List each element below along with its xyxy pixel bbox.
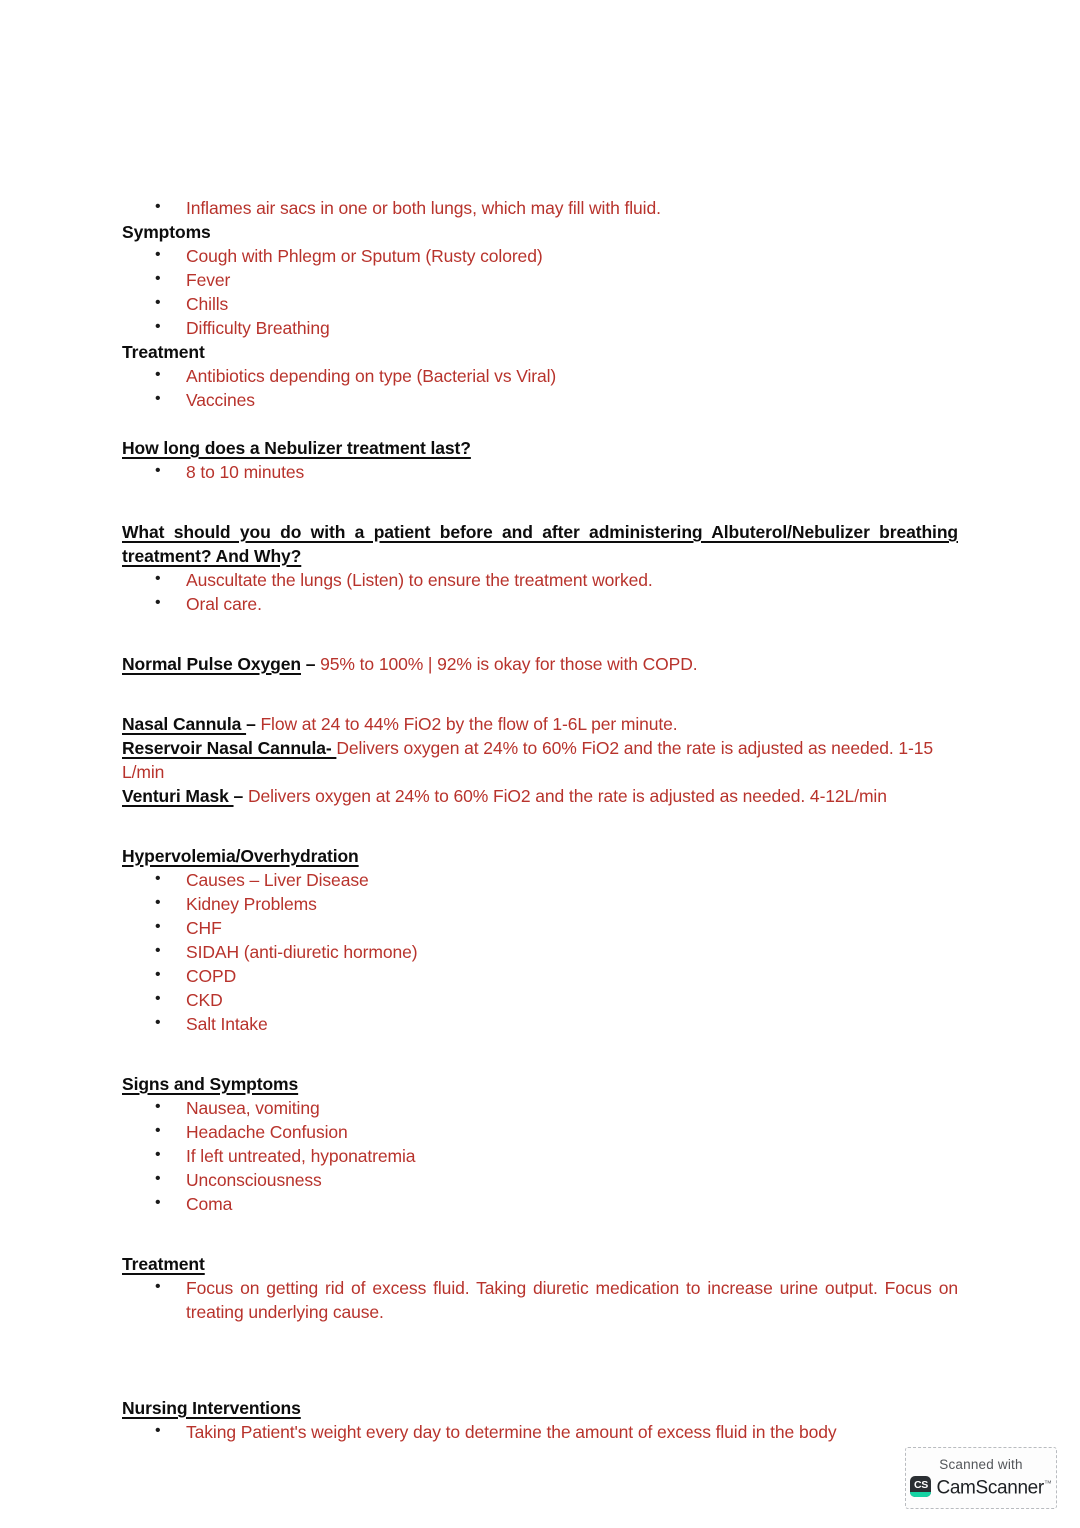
definition-dash: –	[301, 654, 321, 674]
camscanner-logo-icon	[910, 1476, 931, 1497]
spacer	[122, 1372, 958, 1396]
heading-treatment-hypervolemia: Treatment	[122, 1254, 205, 1274]
definition-value: Delivers oxygen at 24% to 60% FiO2 and the rate is adjusted as needed. 1-15 L/min	[122, 738, 934, 782]
spacer	[122, 484, 958, 520]
spacer	[122, 676, 958, 712]
definition-term: Reservoir Nasal Cannula-	[122, 738, 337, 758]
definition-venturi-mask	[122, 784, 958, 808]
list-item: • Oral care.	[122, 592, 958, 616]
nursing-interventions-list	[122, 1420, 958, 1444]
list-item: • Inflames air sacs in one or both lungs, which may fill with fluid.	[122, 196, 958, 220]
spacer	[122, 1216, 958, 1252]
list-item: • Nausea, vomiting	[122, 1096, 958, 1120]
definition-dash: –	[246, 714, 261, 734]
list-item: • COPD	[122, 964, 958, 988]
list-item: • Focus on getting rid of excess fluid. Taking diuretic medication to increase urine output. Focus on treating underlying cause.	[122, 1276, 958, 1324]
symptoms-list	[122, 244, 958, 340]
list-item: • Headache Confusion	[122, 1120, 958, 1144]
spacer	[122, 1324, 958, 1372]
definition-reservoir-nasal-cannula	[122, 736, 958, 784]
spacer	[122, 616, 958, 652]
spacer	[122, 412, 958, 436]
list-item: • 8 to 10 minutes	[122, 460, 958, 484]
heading-treatment-pneumonia: Treatment	[122, 342, 205, 362]
signs-and-symptoms-list	[122, 1096, 958, 1216]
list-item: • Causes – Liver Disease	[122, 868, 958, 892]
list-item: • If left untreated, hyponatremia	[122, 1144, 958, 1168]
definition-value: Flow at 24 to 44% FiO2 by the flow of 1-6L per minute.	[260, 714, 678, 734]
treatment-hypervolemia-list	[122, 1276, 958, 1324]
definition-normal-pulse-oxygen	[122, 652, 958, 676]
heading-hypervolemia: Hypervolemia/Overhydration	[122, 846, 359, 866]
definition-nasal-cannula	[122, 712, 958, 736]
list-item: • Cough with Phlegm or Sputum (Rusty colored)	[122, 244, 958, 268]
list-item: • Coma	[122, 1192, 958, 1216]
brand-text: CamScanner	[936, 1477, 1044, 1499]
list-item: • Salt Intake	[122, 1012, 958, 1036]
list-item: • Difficulty Breathing	[122, 316, 958, 340]
heading-signs-and-symptoms: Signs and Symptoms	[122, 1074, 299, 1094]
list-item: • Vaccines	[122, 388, 958, 412]
trademark-symbol: ™	[1043, 1479, 1052, 1489]
definition-dash: –	[233, 786, 248, 806]
heading-nursing-interventions: Nursing Interventions	[122, 1398, 301, 1418]
camscanner-watermark	[905, 1447, 1057, 1509]
list-item: • Taking Patient's weight every day to determine the amount of excess fluid in the body	[122, 1420, 958, 1444]
list-item: • CKD	[122, 988, 958, 1012]
logo-accent-bar	[910, 1492, 931, 1497]
spacer	[122, 808, 958, 844]
document-body	[122, 196, 958, 1444]
nebulizer-duration-list	[122, 460, 958, 484]
watermark-brand-row	[910, 1474, 1051, 1498]
list-item: • Antibiotics depending on type (Bacterial vs Viral)	[122, 364, 958, 388]
albuterol-nebulizer-list	[122, 568, 958, 616]
list-item: • CHF	[122, 916, 958, 940]
treatment-pneumonia-list	[122, 364, 958, 412]
list-item: • Fever	[122, 268, 958, 292]
list-item: • Unconsciousness	[122, 1168, 958, 1192]
heading-nebulizer-duration: How long does a Nebulizer treatment last?	[122, 438, 471, 458]
hypervolemia-causes-list	[122, 868, 958, 1036]
list-item: • Kidney Problems	[122, 892, 958, 916]
spacer	[122, 1036, 958, 1072]
list-item: • Chills	[122, 292, 958, 316]
definition-term: Venturi Mask	[122, 786, 234, 806]
definition-value: 95% to 100% | 92% is okay for those with COPD.	[320, 654, 698, 674]
heading-symptoms: Symptoms	[122, 222, 211, 242]
pneumonia-intro-list	[122, 196, 958, 220]
list-item: • Auscultate the lungs (Listen) to ensure the treatment worked.	[122, 568, 958, 592]
watermark-scanned-with-label: Scanned with	[939, 1457, 1023, 1473]
definition-term: Normal Pulse Oxygen	[122, 654, 301, 674]
watermark-brand-name	[936, 1474, 1051, 1498]
definition-term: Nasal Cannula	[122, 714, 247, 734]
definition-value: Delivers oxygen at 24% to 60% FiO2 and the rate is adjusted as needed. 4-12L/min	[247, 786, 887, 806]
heading-albuterol-nebulizer: What should you do with a patient before and after administering Albuterol/Nebulizer breathing treatment? And Why?	[122, 522, 958, 566]
logo-initials: CS	[913, 1478, 928, 1491]
list-item: • SIDAH (anti-diuretic hormone)	[122, 940, 958, 964]
